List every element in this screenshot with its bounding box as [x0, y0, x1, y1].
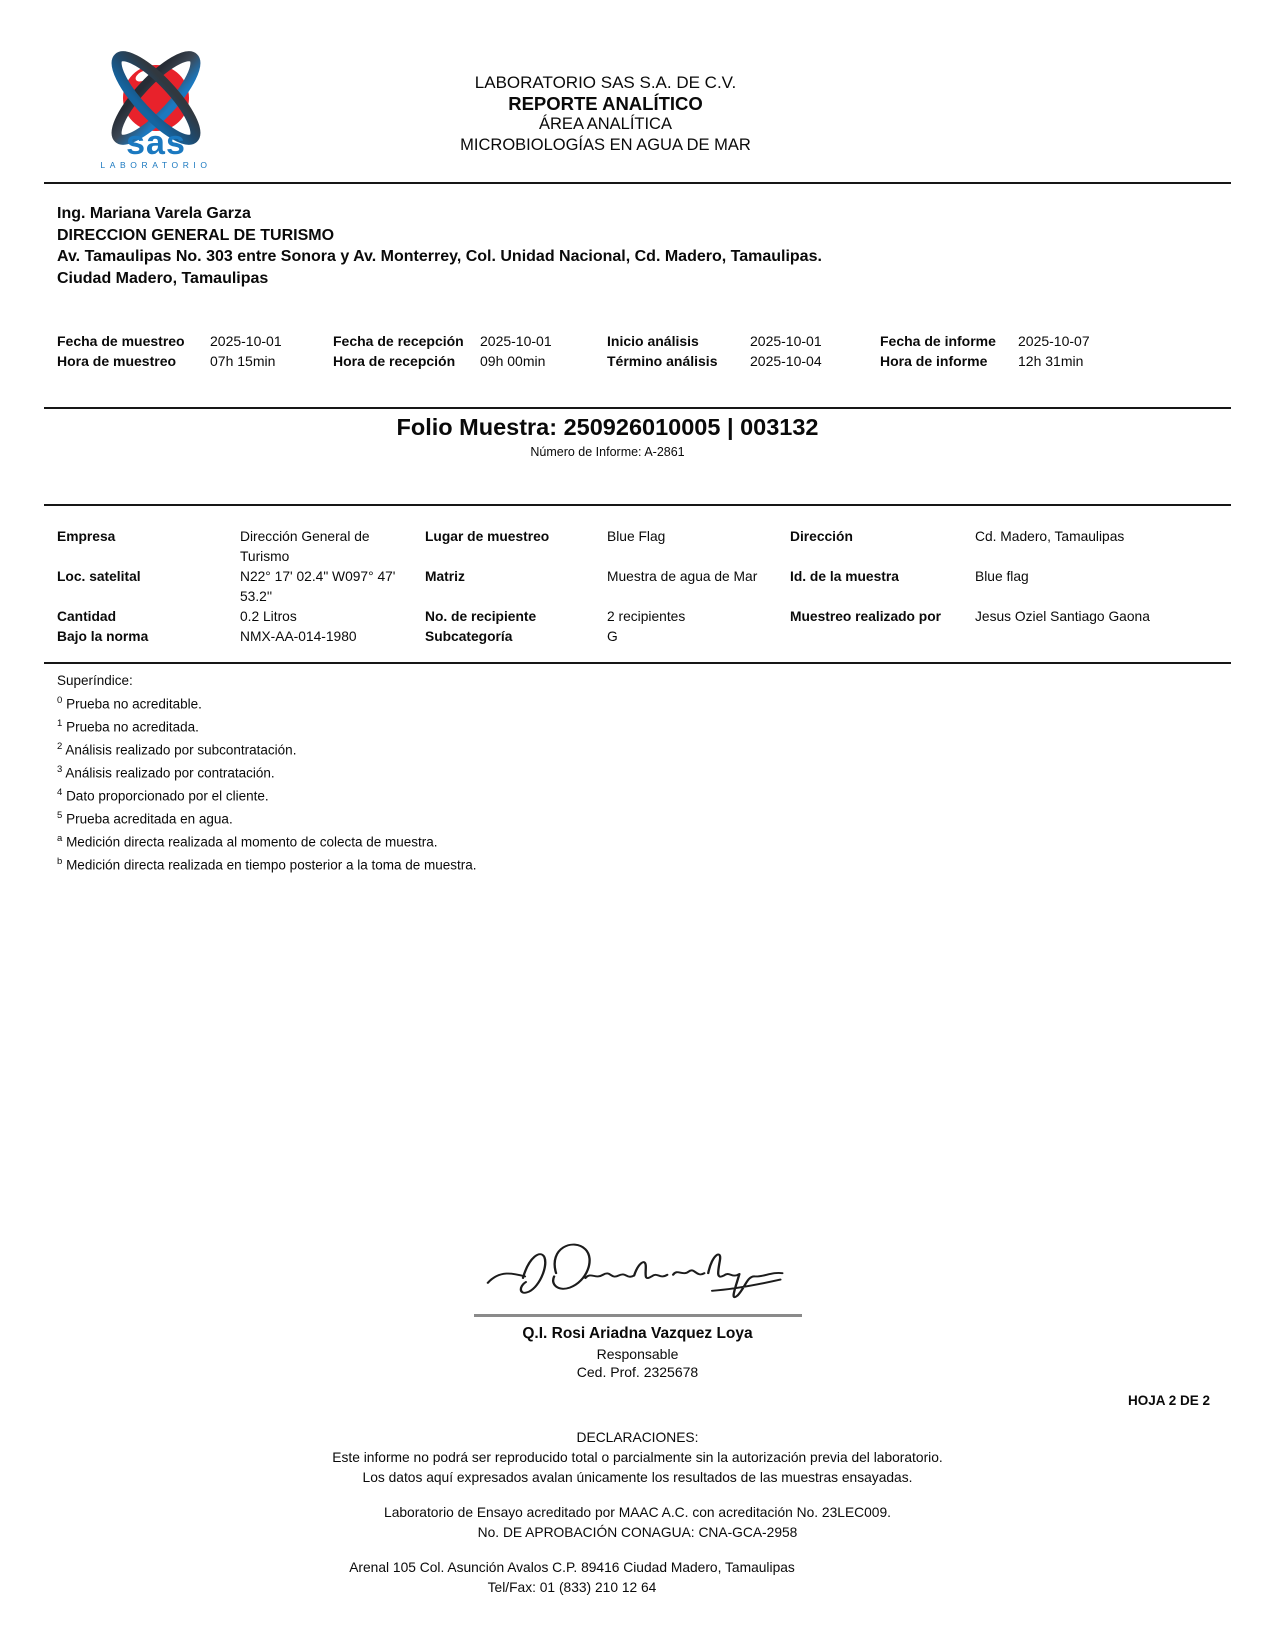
folio-subtitle: Número de Informe: A-2861	[530, 445, 685, 459]
field-label: Inicio análisis	[607, 333, 699, 349]
page-indicator: HOJA 2 DE 2	[1127, 1393, 1210, 1408]
sample-info-grid	[57, 527, 1220, 647]
report-subject: MICROBIOLOGÍAS EN AGUA DE MAR	[460, 136, 751, 154]
report-title: REPORTE ANALÍTICO	[508, 93, 703, 114]
field-value: NMX-AA-014-1980	[240, 629, 357, 644]
recipient-org: DIRECCION GENERAL DE TURISMO	[57, 226, 335, 244]
signature-block	[0, 1230, 1275, 1380]
legend-sup: 2	[57, 740, 63, 752]
legend-item	[57, 737, 477, 760]
field-label: Lugar de muestreo	[425, 529, 550, 544]
legend-item	[57, 760, 477, 783]
legend-item	[57, 829, 477, 852]
legend-sup: a	[57, 832, 63, 844]
declarations-block	[0, 1428, 1275, 1543]
divider-dates	[44, 407, 1231, 409]
field-label: Matriz	[425, 569, 465, 584]
logo-brand-text: sas	[126, 124, 186, 162]
spacer	[0, 1488, 1275, 1503]
lab-phone-line: Tel/Fax: 01 (833) 210 12 64	[487, 1580, 657, 1595]
legend-sup: 5	[57, 809, 63, 821]
responsible-cedula: Ced. Prof. 2325678	[576, 1364, 699, 1380]
recipient-block	[57, 203, 822, 289]
field-label: Fecha de muestreo	[57, 333, 185, 349]
field-value: 07h 15min	[210, 353, 276, 369]
field-label: Subcategoría	[425, 629, 513, 644]
field-label: Fecha de informe	[880, 333, 996, 349]
field-value: 2025-10-04	[750, 353, 822, 369]
legend-item	[57, 806, 477, 829]
signature-rule	[474, 1314, 802, 1317]
field-value: G	[607, 629, 618, 644]
field-value: Dirección General de Turismo	[240, 529, 370, 564]
legend-item	[57, 714, 477, 737]
legend-item	[57, 783, 477, 806]
sampling-dates-grid	[57, 331, 1090, 371]
field-value: Cd. Madero, Tamaulipas	[975, 529, 1125, 544]
field-value: Muestra de agua de Mar	[607, 569, 758, 584]
legend-sup: b	[57, 855, 63, 867]
field-label: Dirección	[790, 529, 853, 544]
field-label: Id. de la muestra	[790, 569, 899, 584]
field-label	[790, 627, 975, 647]
recipient-name: Ing. Mariana Varela Garza	[57, 205, 251, 222]
legend-sup: 3	[57, 763, 63, 775]
declarations-line: Los datos aquí expresados avalan únicamente los resultados de las muestras ensayadas.	[362, 1470, 913, 1485]
legend-item	[57, 691, 477, 714]
field-value: 2 recipientes	[607, 609, 686, 624]
legend-sup: 1	[57, 717, 63, 729]
field-value: 2025-10-07	[1018, 333, 1090, 349]
folio-title: Folio Muestra: 250926010005 | 003132	[396, 414, 819, 440]
superscript-legend	[57, 671, 477, 875]
report-header	[0, 72, 1211, 156]
field-value: 12h 31min	[1018, 353, 1084, 369]
field-value: 0.2 Litros	[240, 609, 297, 624]
field-label: Fecha de recepción	[333, 333, 464, 349]
recipient-address: Av. Tamaulipas No. 303 entre Sonora y Av. Monterrey, Col. Unidad Nacional, Cd. Madero, Tamaulipas.	[57, 248, 822, 265]
field-value	[975, 627, 1220, 647]
field-value: Blue flag	[975, 569, 1029, 584]
legend-text: Dato proporcionado por el cliente.	[66, 788, 269, 803]
field-label: No. de recipiente	[425, 609, 537, 624]
field-label: Bajo la norma	[57, 629, 149, 644]
field-label: Hora de informe	[880, 353, 988, 369]
legend-text: Medición directa realizada al momento de colecta de muestra.	[66, 834, 438, 849]
report-area: ÁREA ANALÍTICA	[539, 115, 672, 133]
legend-text: Medición directa realizada en tiempo posterior a la toma de muestra.	[66, 857, 477, 872]
field-label: Loc. satelital	[57, 569, 141, 584]
legend-sup: 4	[57, 786, 63, 798]
accreditation-line: No. DE APROBACIÓN CONAGUA: CNA-GCA-2958	[477, 1525, 798, 1540]
field-value: 2025-10-01	[750, 333, 822, 349]
field-value: 2025-10-01	[210, 333, 282, 349]
field-label: Hora de muestreo	[57, 353, 177, 369]
field-value: N22° 17' 02.4" W097° 47' 53.2''	[240, 569, 396, 604]
divider-sample-info	[44, 662, 1231, 664]
field-label: Empresa	[57, 529, 116, 544]
lab-address-line: Arenal 105 Col. Asunción Avalos C.P. 89416 Ciudad Madero, Tamaulipas	[349, 1560, 795, 1575]
accreditation-line: Laboratorio de Ensayo acreditado por MAAC A.C. con acreditación No. 23LEC009.	[384, 1505, 891, 1520]
legend-text: Prueba no acreditada.	[66, 719, 199, 734]
signature-image	[482, 1230, 794, 1310]
responsible-name: Q.I. Rosi Ariadna Vazquez Loya	[522, 1325, 753, 1342]
field-label: Hora de recepción	[333, 353, 456, 369]
legend-text: Prueba no acreditable.	[66, 696, 202, 711]
lab-name: LABORATORIO SAS S.A. DE C.V.	[474, 73, 737, 92]
legend-text: Análisis realizado por subcontratación.	[65, 742, 297, 757]
lab-address-block	[0, 1558, 1144, 1598]
field-value: Jesus Oziel Santiago Gaona	[975, 609, 1150, 624]
legend-sup: 0	[57, 694, 63, 706]
field-label: Muestreo realizado por	[790, 609, 942, 624]
field-label: Cantidad	[57, 609, 117, 624]
field-label: Término análisis	[607, 353, 718, 369]
divider-folio	[44, 504, 1231, 506]
legend-text: Análisis realizado por contratación.	[65, 765, 275, 780]
field-value: 09h 00min	[480, 353, 546, 369]
divider-header	[44, 182, 1231, 184]
recipient-city: Ciudad Madero, Tamaulipas	[57, 269, 269, 287]
legend-text: Prueba acreditada en agua.	[66, 811, 233, 826]
declarations-title: DECLARACIONES:	[576, 1430, 699, 1445]
legend-title: Superíndice:	[57, 673, 133, 688]
field-value: 2025-10-01	[480, 333, 552, 349]
declarations-line: Este informe no podrá ser reproducido total o parcialmente sin la autorización previa del laboratorio.	[332, 1450, 943, 1465]
logo-word-text: LABORATORIO	[100, 160, 212, 170]
legend-item	[57, 852, 477, 875]
field-value: Blue Flag	[607, 529, 666, 544]
responsible-role: Responsable	[596, 1346, 679, 1362]
